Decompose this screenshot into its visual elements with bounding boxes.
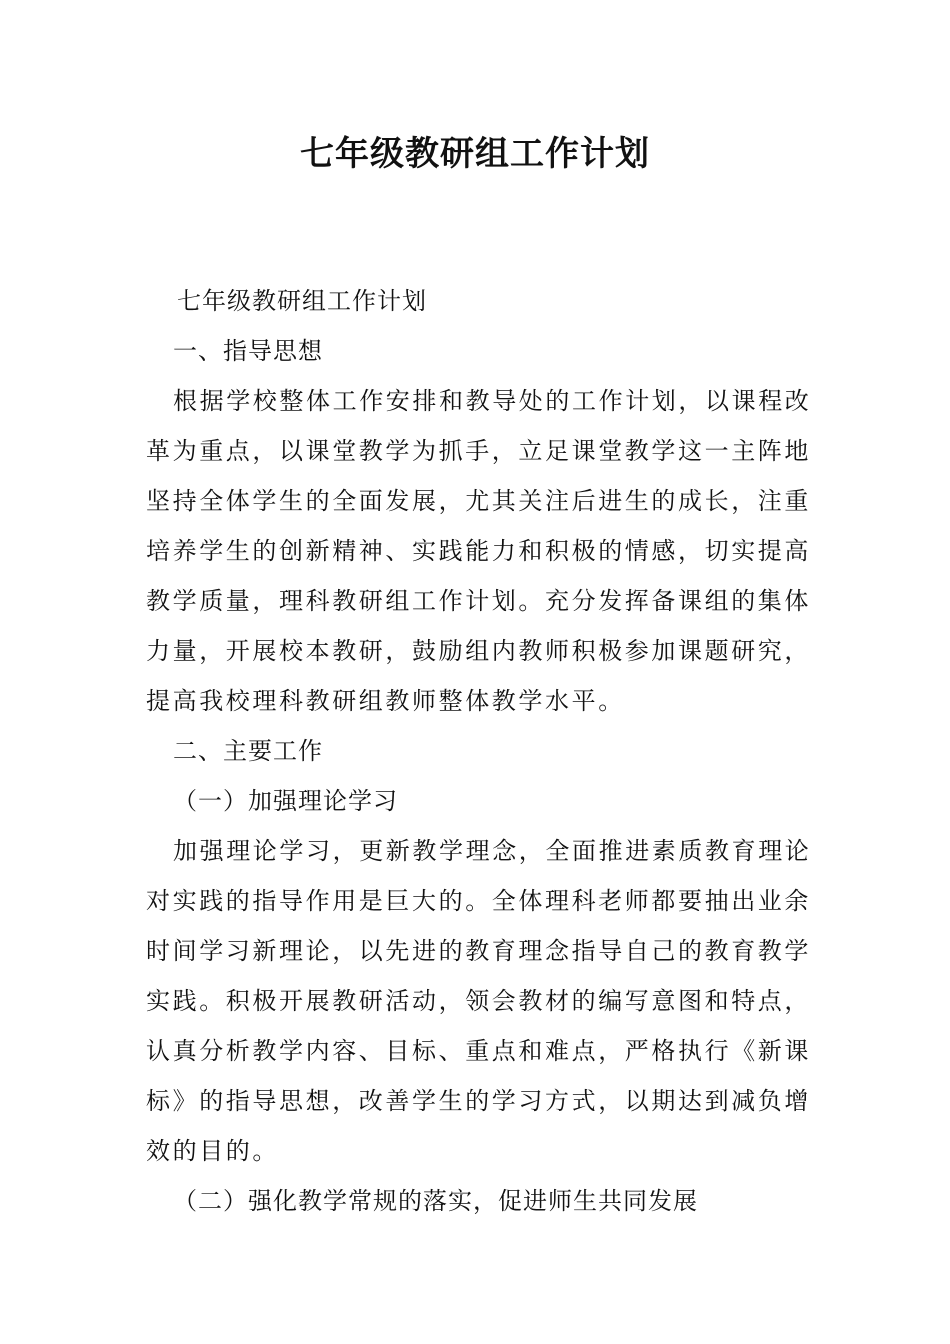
paragraph-line: 革为重点，以课堂教学为抓手，立足课堂教学这一主阵地 xyxy=(146,437,811,465)
paragraph-line: 标》的指导思想，改善学生的学习方式，以期达到减负增 xyxy=(146,1087,811,1115)
paragraph-line: 时间学习新理论，以先进的教育理念指导自己的教育教学 xyxy=(146,937,811,965)
paragraph-line: 七年级教研组工作计划 xyxy=(177,287,427,315)
paragraph-line: 认真分析教学内容、目标、重点和难点，严格执行《新课 xyxy=(146,1037,811,1065)
document-body xyxy=(146,276,812,1226)
paragraph-line: 二、主要工作 xyxy=(173,737,323,765)
paragraph-line: 一、指导思想 xyxy=(173,337,323,365)
document-title: 七年级教研组工作计划 xyxy=(300,134,650,174)
paragraph-line: （一）加强理论学习 xyxy=(173,787,398,815)
paragraph-line: 教学质量，理科教研组工作计划。充分发挥备课组的集体 xyxy=(146,587,811,615)
paragraph-line: 效的目的。 xyxy=(146,1137,279,1165)
paragraph-line: 对实践的指导作用是巨大的。全体理科老师都要抽出业余 xyxy=(146,887,811,915)
paragraph-line: 实践。积极开展教研活动，领会教材的编写意图和特点， xyxy=(146,987,811,1015)
paragraph-line: 力量，开展校本教研，鼓励组内教师积极参加课题研究， xyxy=(146,637,811,665)
paragraph-line: 根据学校整体工作安排和教导处的工作计划，以课程改 xyxy=(173,387,812,415)
paragraph-line: （二）强化教学常规的落实，促进师生共同发展 xyxy=(173,1187,698,1215)
paragraph-line: 培养学生的创新精神、实践能力和积极的情感，切实提高 xyxy=(146,537,811,565)
paragraph-line: 提高我校理科教研组教师整体教学水平。 xyxy=(146,687,625,715)
paragraph-line: 加强理论学习，更新教学理念，全面推进素质教育理论 xyxy=(173,837,812,865)
paragraph-line: 坚持全体学生的全面发展，尤其关注后进生的成长，注重 xyxy=(146,487,811,515)
